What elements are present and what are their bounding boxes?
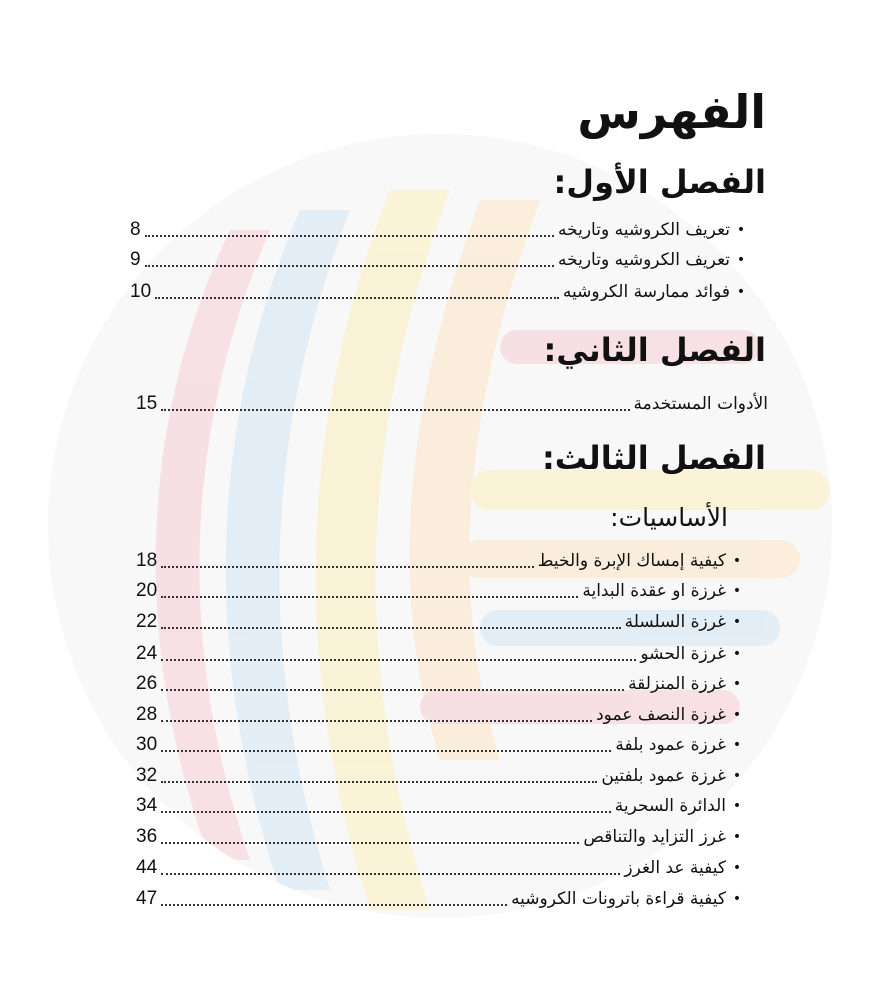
dot-leader xyxy=(161,596,578,598)
dot-leader xyxy=(145,235,554,237)
toc-entry-label: غرز التزايد والتناقص xyxy=(583,827,726,847)
dot-leader xyxy=(161,904,507,906)
toc-entry-page-number: 34 xyxy=(136,795,158,816)
dot-leader xyxy=(161,566,534,568)
toc-entry-page-number: 44 xyxy=(136,857,158,878)
toc-entry[interactable] xyxy=(136,884,748,914)
toc-entry-label: كيفية إمساك الإبرة والخيط xyxy=(537,551,726,571)
toc-entry-label: غرزة عمود بلفة xyxy=(615,735,726,755)
bullet-icon: • xyxy=(736,252,746,268)
toc-entry[interactable] xyxy=(130,277,752,307)
toc-entry[interactable] xyxy=(136,639,748,669)
toc-entry-label: غرزة المنزلقة xyxy=(628,674,726,694)
toc-entry[interactable] xyxy=(136,389,768,419)
toc-entry-label: الأدوات المستخدمة xyxy=(633,394,768,414)
toc-entry-page-number: 15 xyxy=(136,393,158,414)
toc-entry-label: فوائد ممارسة الكروشيه xyxy=(562,282,730,302)
bullet-icon: • xyxy=(732,891,742,907)
toc-entry-page-number: 26 xyxy=(136,673,158,694)
bullet-icon: • xyxy=(732,646,742,662)
dot-leader xyxy=(161,720,592,722)
toc-entry[interactable] xyxy=(136,822,748,852)
toc-entry-page-number: 8 xyxy=(130,219,141,240)
bullet-icon: • xyxy=(732,737,742,753)
bullet-icon: • xyxy=(736,222,746,238)
toc-entry-page-number: 28 xyxy=(136,704,158,725)
toc-entry-page-number: 18 xyxy=(136,550,158,571)
dot-leader xyxy=(161,409,629,411)
toc-entry-page-number: 9 xyxy=(130,249,141,270)
toc-entry[interactable] xyxy=(130,215,752,245)
bullet-icon: • xyxy=(732,676,742,692)
toc-entry[interactable] xyxy=(136,607,748,637)
toc-entry[interactable] xyxy=(136,700,748,730)
bullet-icon: • xyxy=(736,284,746,300)
toc-entry-page-number: 10 xyxy=(130,281,152,302)
bullet-icon: • xyxy=(732,583,742,599)
toc-entry-label: الدائرة السحرية xyxy=(614,796,726,816)
toc-entry[interactable] xyxy=(136,576,748,606)
toc-entry-label: غرزة النصف عمود xyxy=(596,705,726,725)
toc-entry[interactable] xyxy=(136,730,748,760)
toc-entry-label: كيفية قراءة باترونات الكروشيه xyxy=(511,889,726,909)
chapter-3-subheading: الأساسيات: xyxy=(610,503,728,532)
toc-entry-page-number: 20 xyxy=(136,580,158,601)
toc-entry[interactable] xyxy=(130,245,752,275)
dot-leader xyxy=(161,689,624,691)
toc-entry-page-number: 22 xyxy=(136,611,158,632)
bullet-icon: • xyxy=(732,829,742,845)
toc-entry-page-number: 32 xyxy=(136,765,158,786)
toc-entry-page-number: 24 xyxy=(136,643,158,664)
bullet-icon: • xyxy=(732,798,742,814)
dot-leader xyxy=(145,265,554,267)
toc-entry-page-number: 47 xyxy=(136,888,158,909)
toc-entry-page-number: 36 xyxy=(136,826,158,847)
chapter-2-heading: الفصل الثاني: xyxy=(543,331,766,369)
toc-title: الفهرس xyxy=(577,85,766,139)
chapter-1-heading: الفصل الأول: xyxy=(553,163,766,201)
toc-entry[interactable] xyxy=(136,546,748,576)
toc-entry-label: تعريف الكروشيه وتاريخه xyxy=(558,220,730,240)
toc-entry-label: غرزة الحشو xyxy=(640,644,726,664)
bullet-icon: • xyxy=(732,768,742,784)
dot-leader xyxy=(161,659,636,661)
toc-entry-label: غرزة عمود بلفتين xyxy=(601,766,726,786)
toc-entry-label: كيفية عد الغرز xyxy=(624,858,726,878)
dot-leader xyxy=(161,627,620,629)
toc-entry[interactable] xyxy=(136,669,748,699)
dot-leader xyxy=(161,842,579,844)
toc-entry-label: غرزة او عقدة البداية xyxy=(582,581,726,601)
toc-entry[interactable] xyxy=(136,761,748,791)
bullet-icon: • xyxy=(732,707,742,723)
dot-leader xyxy=(155,297,559,299)
bullet-icon: • xyxy=(732,614,742,630)
bullet-icon: • xyxy=(732,860,742,876)
toc-entry[interactable] xyxy=(136,853,748,883)
dot-leader xyxy=(161,750,611,752)
toc-entry-label: تعريف الكروشيه وتاريخه xyxy=(558,250,730,270)
dot-leader xyxy=(161,873,620,875)
dot-leader xyxy=(161,781,597,783)
chapter-3-heading: الفصل الثالث: xyxy=(542,439,766,477)
bullet-icon: • xyxy=(732,553,742,569)
toc-entry[interactable] xyxy=(136,791,748,821)
toc-entry-page-number: 30 xyxy=(136,734,158,755)
dot-leader xyxy=(161,811,611,813)
toc-entry-label: غرزة السلسلة xyxy=(624,612,726,632)
